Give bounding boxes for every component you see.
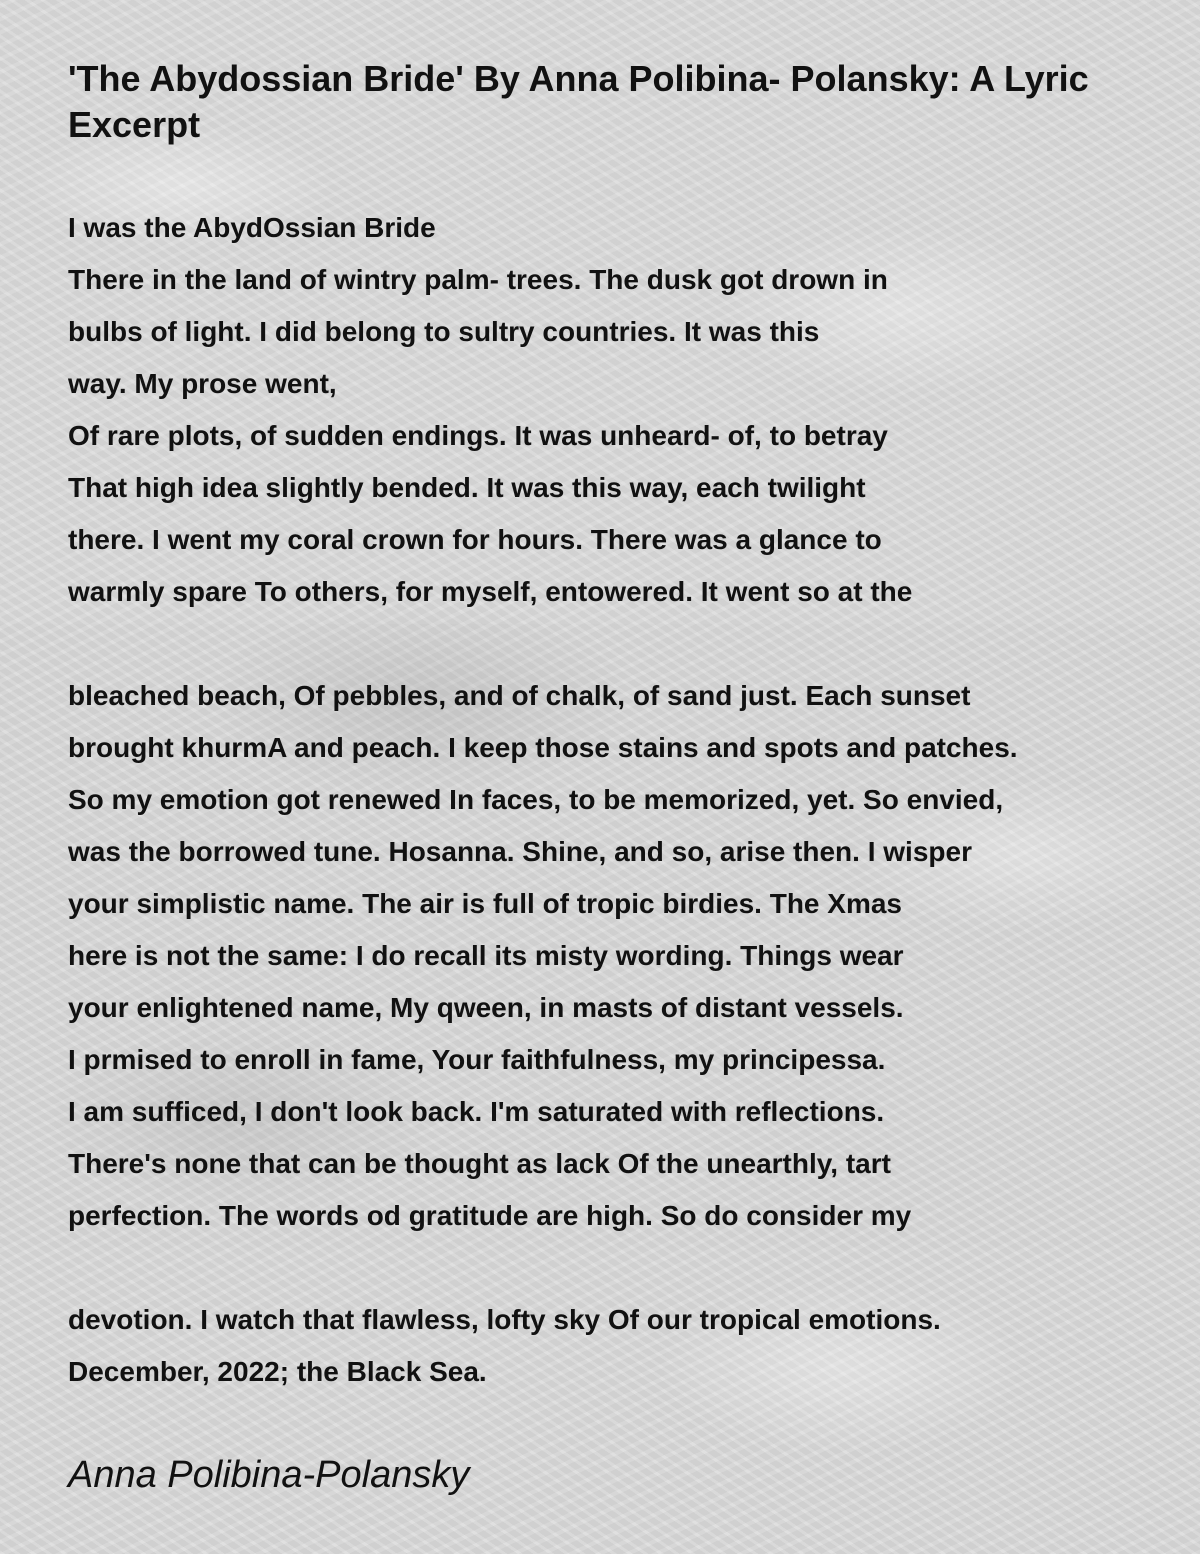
poem-line: I was the AbydOssian Bride: [68, 212, 436, 243]
author-signature: Anna Polibina-Polansky: [68, 1454, 470, 1496]
poem-line: bleached beach, Of pebbles, and of chalk, of sand just. Each sunset: [68, 680, 971, 711]
poem-stanza-3: [68, 1294, 1188, 1398]
poem-line: your simplistic name. The air is full of tropic birdies. The Xmas: [68, 888, 902, 919]
poem-line: bulbs of light. I did belong to sultry countries. It was this: [68, 316, 820, 347]
poem-line: December, 2022; the Black Sea.: [68, 1356, 487, 1387]
poem-line: here is not the same: I do recall its misty wording. Things wear: [68, 940, 904, 971]
poem-line: there. I went my coral crown for hours. There was a glance to: [68, 524, 882, 555]
poem-line: was the borrowed tune. Hosanna. Shine, and so, arise then. I wisper: [68, 836, 972, 867]
poem-line: I prmised to enroll in fame, Your faithfulness, my principessa.: [68, 1044, 886, 1075]
poem-line: I am sufficed, I don't look back. I'm saturated with reflections.: [68, 1096, 885, 1127]
poem-line: devotion. I watch that flawless, lofty sky Of our tropical emotions.: [68, 1304, 941, 1335]
poem-stanza-1: [68, 202, 1188, 618]
poem-line: That high idea slightly bended. It was this way, each twilight: [68, 472, 866, 503]
poem-line: perfection. The words od gratitude are high. So do consider my: [68, 1200, 912, 1231]
poem-line: There's none that can be thought as lack Of the unearthly, tart: [68, 1148, 891, 1179]
poem-line: your enlightened name, My qween, in masts of distant vessels.: [68, 992, 904, 1023]
poem-line: way. My prose went,: [68, 368, 337, 399]
poem-stanza-2: [68, 670, 1188, 1242]
poem-line: brought khurmA and peach. I keep those stains and spots and patches.: [68, 732, 1018, 763]
poem-line: warmly spare To others, for myself, entowered. It went so at the: [68, 576, 913, 607]
poem-line: Of rare plots, of sudden endings. It was unheard- of, to betray: [68, 420, 888, 451]
poem-line: So my emotion got renewed In faces, to be memorized, yet. So envied,: [68, 784, 1004, 815]
poem-title: 'The Abydossian Bride' By Anna Polibina- Polansky: A Lyric Excerpt: [68, 58, 1089, 145]
poem-line: There in the land of wintry palm- trees. The dusk got drown in: [68, 264, 888, 295]
